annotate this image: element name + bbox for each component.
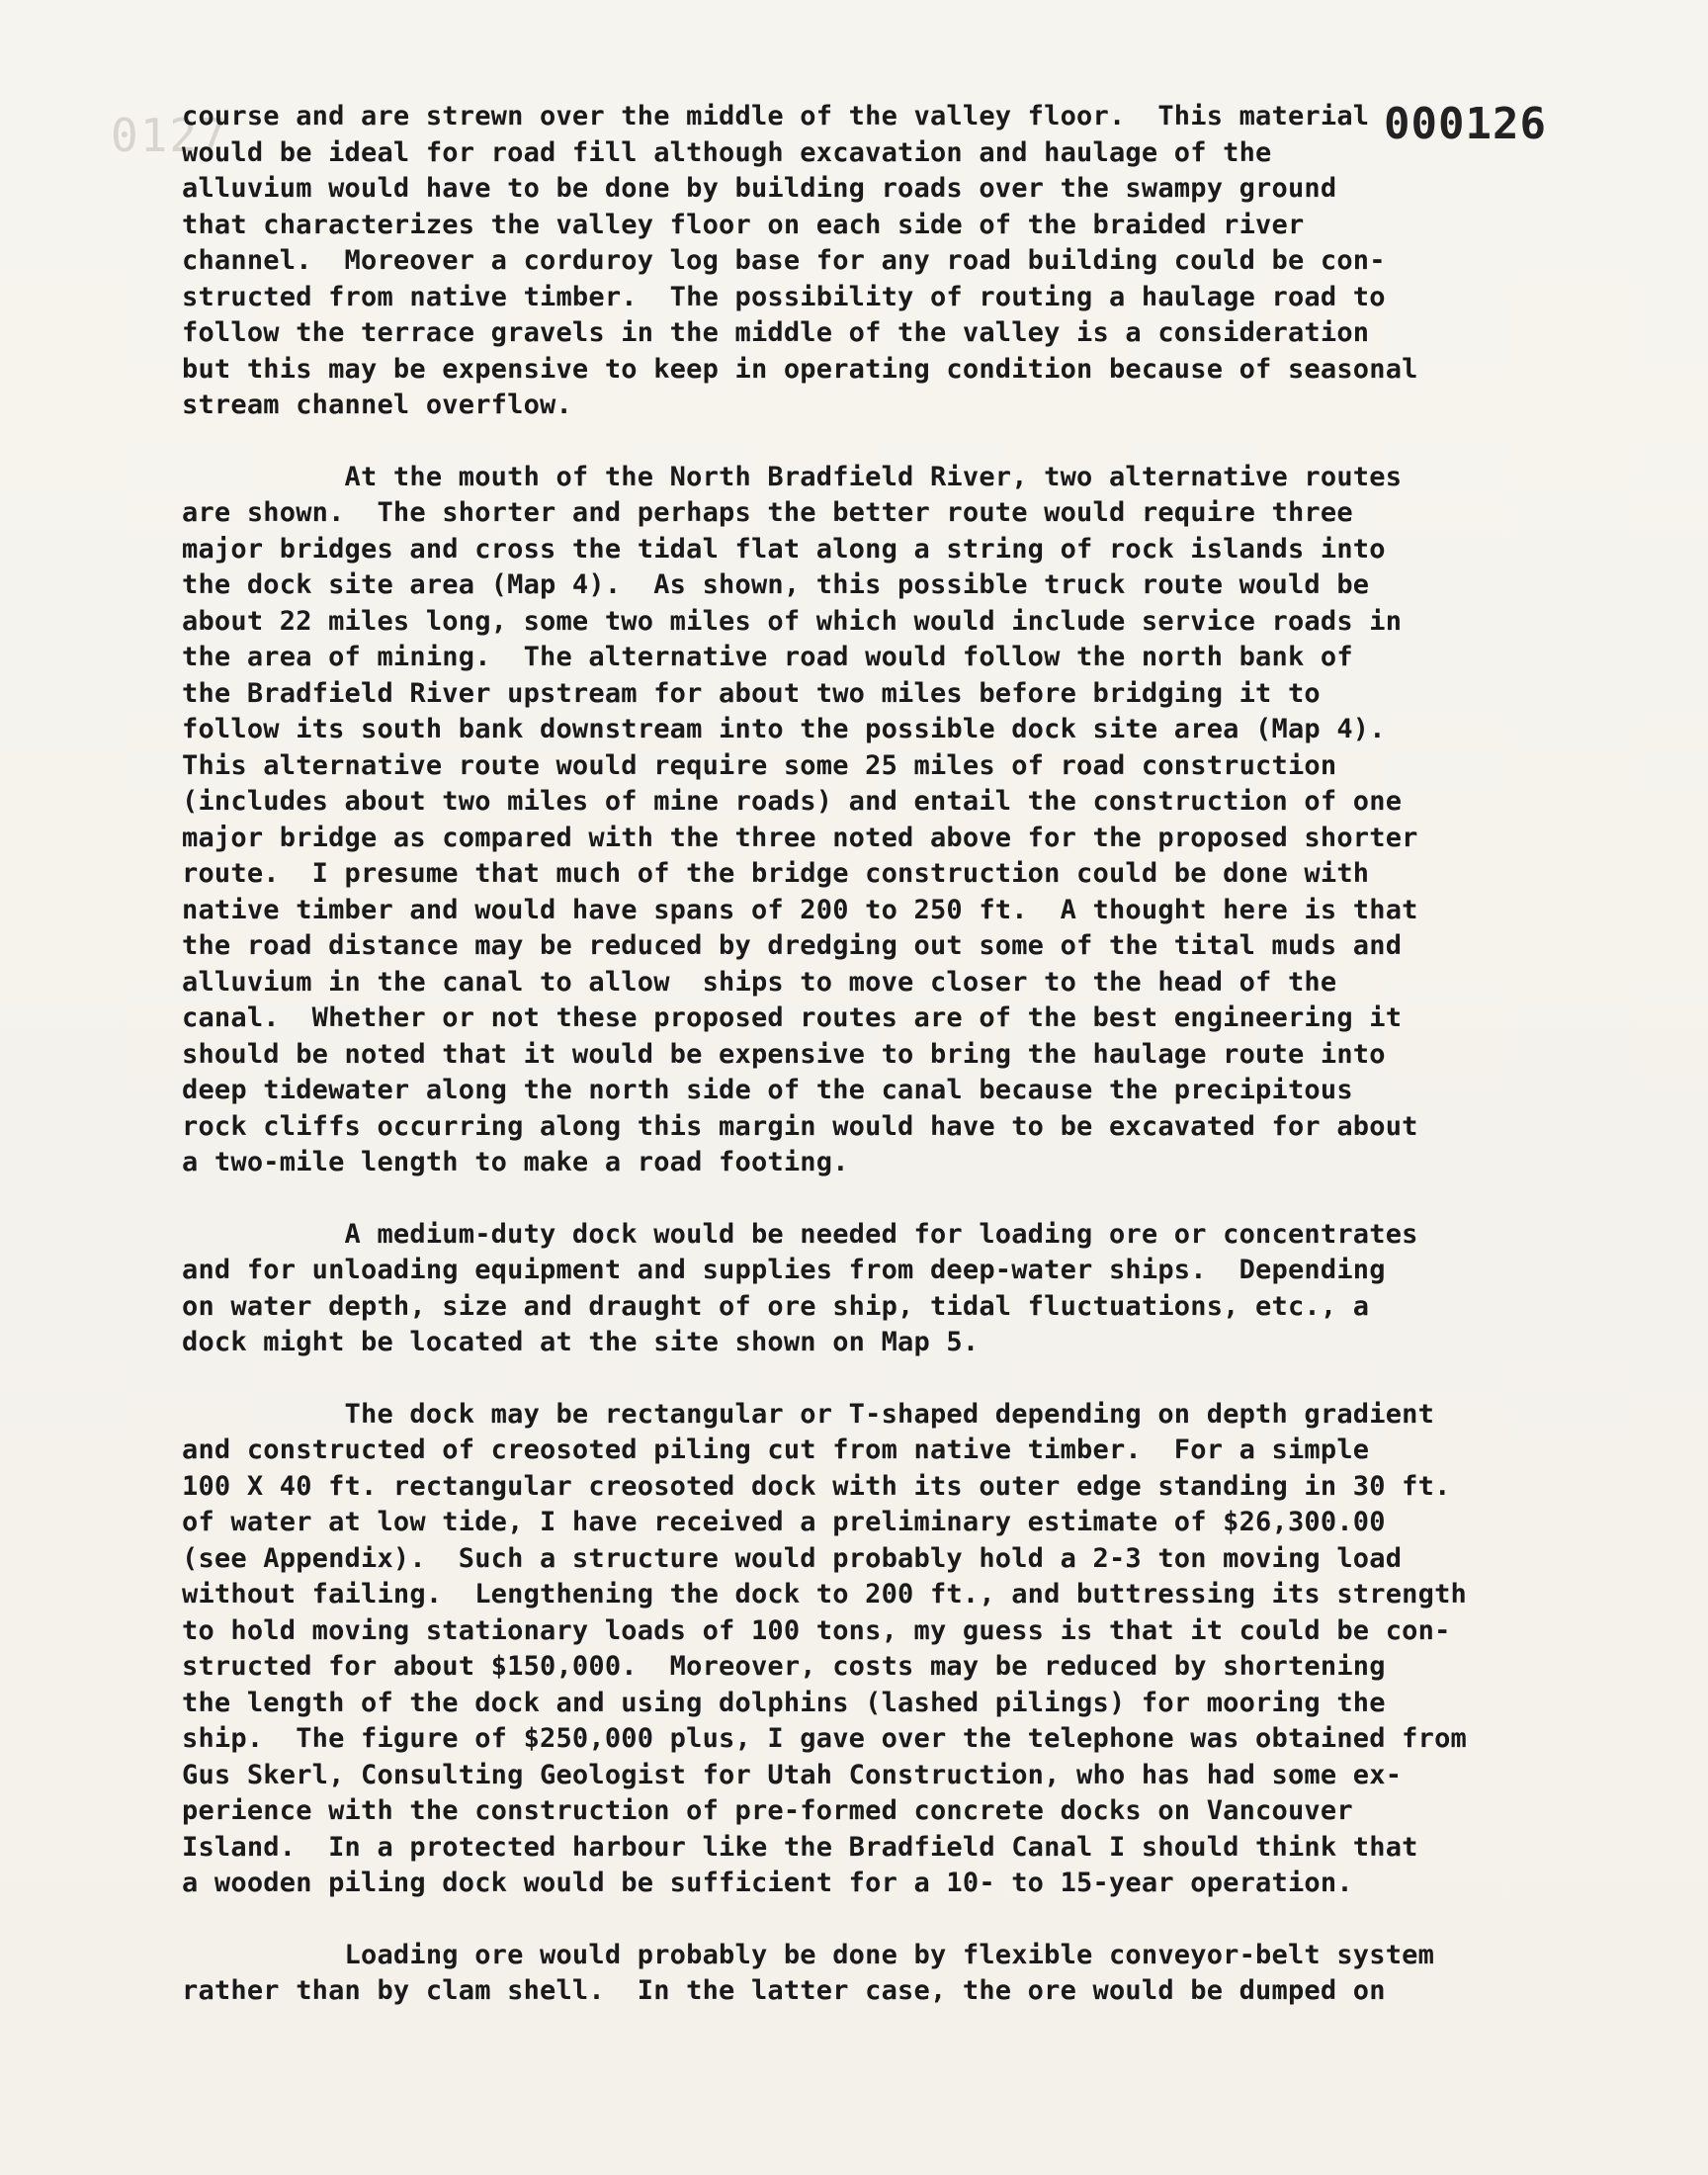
text-line: follow the terrace gravels in the middle of the valley is a consideration (182, 317, 1370, 348)
paragraph (182, 1938, 1645, 2010)
text-line: are shown. The shorter and perhaps the better route would require three (182, 497, 1353, 528)
text-line: should be noted that it would be expensive to bring the haulage route into (182, 1038, 1386, 1070)
paragraph (182, 1397, 1645, 1902)
text-line: follow its south bank downstream into the possible dock site area (Map 4). (182, 714, 1386, 744)
text-line: alluvium would have to be done by building roads over the swampy ground (182, 173, 1337, 204)
text-line: and for unloading equipment and supplies from deep-water ships. Depending (182, 1255, 1386, 1285)
text-line: a two-mile length to make a road footing. (182, 1147, 849, 1177)
text-line: alluvium in the canal to allow ships to move closer to the head of the (182, 966, 1337, 998)
text-line: the length of the dock and using dolphins (lashed pilings) for mooring the (182, 1687, 1386, 1718)
text-line: The dock may be rectangular or T-shaped depending on depth gradient (182, 1398, 1435, 1430)
text-line: rather than by clam shell. In the latter case, the ore would be dumped on (182, 1975, 1386, 2006)
text-line: stream channel overflow. (182, 390, 572, 420)
text-line: Loading ore would probably be done by flexible conveyor-belt system (182, 1939, 1435, 1970)
text-line: Island. In a protected harbour like the Bradfield Canal I should think that (182, 1831, 1418, 1863)
text-line: (see Appendix). Such a structure would probably hold a 2-3 ton moving load (182, 1542, 1403, 1574)
text-line: would be ideal for road fill although excavation and haulage of the (182, 136, 1272, 168)
text-line: without failing. Lengthening the dock to 200 ft., and buttressing its strength (182, 1579, 1467, 1610)
text-line: but this may be expensive to keep in operating condition because of seasonal (182, 353, 1418, 385)
paragraph (182, 460, 1645, 1181)
text-line: structed from native timber. The possibility of routing a haulage road to (182, 281, 1386, 312)
text-line: 100 X 40 ft. rectangular creosoted dock with its outer edge standing in 30 ft. (182, 1470, 1451, 1502)
text-line: This alternative route would require some 25 miles of road construction (182, 749, 1337, 781)
paragraph (182, 99, 1645, 424)
text-line: At the mouth of the North Bradfield River, two alternative routes (182, 461, 1403, 492)
text-line: route. I presume that much of the bridge construction could be done with (182, 858, 1370, 889)
text-line: perience with the construction of pre-formed concrete docks on Vancouver (182, 1795, 1353, 1826)
text-line: course and are strewn over the middle of the valley floor. This material (182, 101, 1370, 131)
text-line: to hold moving stationary loads of 100 tons, my guess is that it could be con- (182, 1614, 1451, 1646)
text-line: A medium-duty dock would be needed for loading ore or concentrates (182, 1218, 1418, 1250)
text-line: on water depth, size and draught of ore ship, tidal fluctuations, etc., a (182, 1290, 1370, 1322)
text-line: and constructed of creosoted piling cut from native timber. For a simple (182, 1435, 1370, 1465)
text-line: Gus Skerl, Consulting Geologist for Utah Construction, who has had some ex- (182, 1759, 1403, 1790)
margin-mark: 0127 (111, 109, 228, 162)
text-line: a wooden piling dock would be sufficient for a 10- to 15-year operation. (182, 1868, 1353, 1898)
text-line: major bridges and cross the tidal flat along a string of rock islands into (182, 533, 1386, 565)
text-line: deep tidewater along the north side of the canal because the precipitous (182, 1075, 1353, 1105)
text-line: the dock site area (Map 4). As shown, this possible truck route would be (182, 569, 1370, 600)
text-line: rock cliffs occurring along this margin would have to be excavated for about (182, 1110, 1418, 1142)
paragraph (182, 1217, 1645, 1361)
text-line: of water at low tide, I have received a preliminary estimate of $26,300.00 (182, 1507, 1386, 1537)
text-line: dock might be located at the site shown on Map 5. (182, 1327, 980, 1357)
text-line: the Bradfield River upstream for about two miles before bridging it to (182, 677, 1321, 709)
document-body (182, 99, 1645, 2045)
text-line: (includes about two miles of mine roads) and entail the construction of one (182, 786, 1403, 817)
text-line: native timber and would have spans of 200 to 250 ft. A thought here is that (182, 894, 1418, 925)
page-stamp-number: 000126 (1384, 99, 1547, 149)
text-line: ship. The figure of $250,000 plus, I gave over the telephone was obtained from (182, 1723, 1467, 1754)
text-line: channel. Moreover a corduroy log base for any road building could be con- (182, 245, 1386, 276)
text-line: that characterizes the valley floor on each side of the braided river (182, 209, 1305, 240)
text-line: about 22 miles long, some two miles of which would include service roads in (182, 605, 1403, 637)
text-line: the road distance may be reduced by dredging out some of the tital muds and (182, 930, 1403, 961)
text-line: the area of mining. The alternative road would follow the north bank of (182, 642, 1353, 672)
text-line: major bridge as compared with the three noted above for the proposed shorter (182, 822, 1418, 853)
text-line: structed for about $150,000. Moreover, costs may be reduced by shortening (182, 1651, 1386, 1682)
text-line: canal. Whether or not these proposed routes are of the best engineering it (182, 1002, 1403, 1033)
